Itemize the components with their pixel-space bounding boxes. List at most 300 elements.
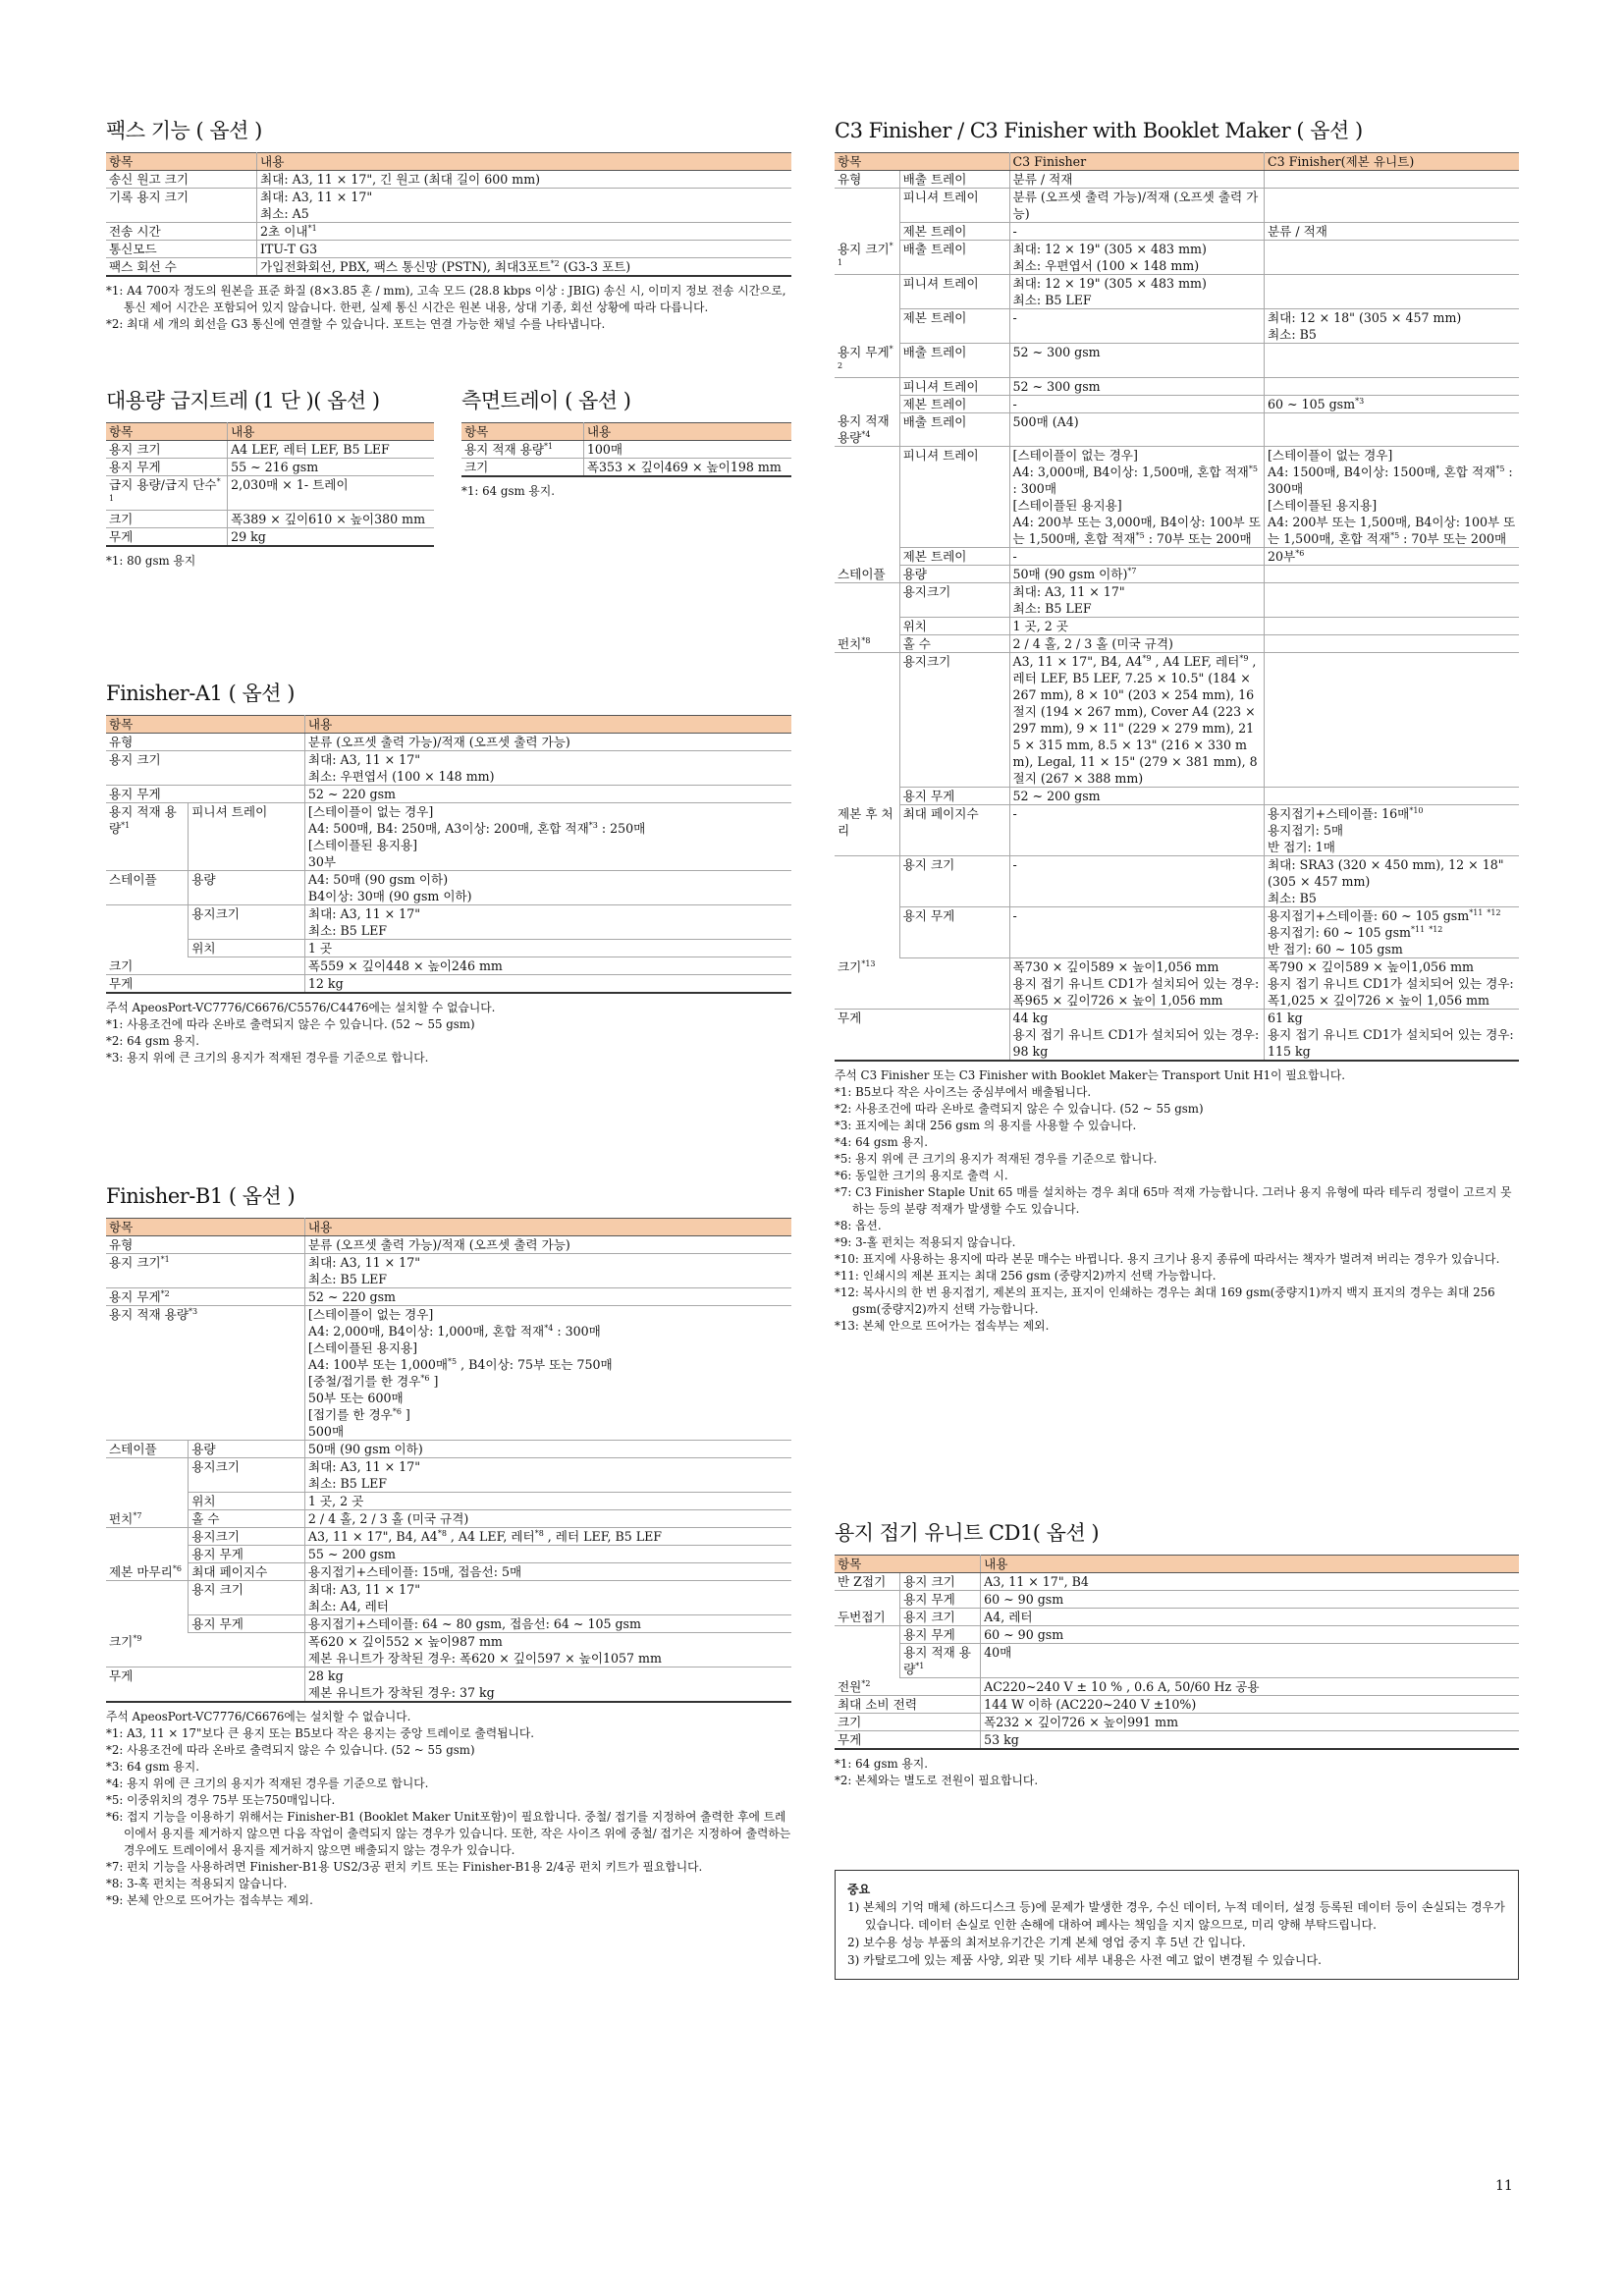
table-cell: 1 곳, 2 곳 (1009, 618, 1264, 635)
table-cell: 최대: 12 × 19" (305 × 483 mm) 최소: 우편엽서 (100 × 148 mm) (1009, 241, 1264, 275)
table-row (106, 1546, 791, 1563)
hcf-notes (106, 553, 434, 570)
table-cell: 2,030매 × 1- 트레이 (228, 476, 434, 511)
table-cell (1265, 377, 1520, 395)
table-row (835, 1626, 1519, 1644)
table-cell: 용지 무게 (900, 1591, 981, 1609)
footnote: *12: 복사시의 한 번 용지접기, 제본의 표지는, 표지이 인쇄하는 경우는 최대 169 gsm(중량지1)까지 백지 표지의 경우는 최대 256 gsm(중량지2)까지 선택 가능합니다. (835, 1285, 1495, 1316)
footnote: *2: 사용조건에 따라 온바로 출력되지 않은 수 있습니다. (52 ~ 55 gsm) (835, 1102, 1204, 1116)
table-cell: 용지 적재 용량$^{*1}$ (106, 803, 189, 871)
table-row (835, 856, 1519, 907)
table-cell: 용지 크기 (189, 1581, 305, 1615)
table-row (835, 1609, 1519, 1626)
footnote: *6: 동일한 크기의 용지로 출력 시. (835, 1169, 1008, 1182)
table-row (106, 511, 434, 528)
footnote: *1: B5보다 작은 사이즈는 중심부에서 배출됩니다. (835, 1085, 1092, 1099)
table-cell (106, 905, 189, 940)
table-cell: A3, 11 × 17", B4, A4$^{*9}$ , A4 LEF, 레터$^{*9}$ , 레터 LEF, B5 LEF, 7.25 × 10.5" (184 × 267 mm), 8 × 10" (203 × 254 mm), 16절지 (194 × 267 mm), Cover A4 (223 × 297 mm), 9 × 11" (229 × 279 mm), 215 × 315 mm, 8.5 × 13" (216 × 330 mm), Legal, 11 × 15" (279 × 381 mm), 8절지 (267 × 388 mm) (1009, 653, 1264, 788)
table-row (106, 1306, 791, 1441)
table-cell (106, 1546, 189, 1563)
table-cell: 무게 (835, 1010, 1009, 1062)
table-cell: 배출 트레이 (899, 241, 1009, 275)
footnote: *13: 본체 안으로 뜨어가는 접속부는 제외. (835, 1319, 1050, 1333)
table-cell: 용지 크기 (106, 751, 304, 786)
table-cell: 크기 (106, 957, 304, 975)
table-row (106, 241, 791, 258)
header-cell: 항목 (106, 1219, 304, 1236)
table-cell: 유형 (106, 1236, 304, 1254)
table-cell: 용지 무게 (106, 786, 304, 803)
table-row (461, 459, 791, 477)
table-cell: 무게 (106, 975, 304, 994)
footnote: *1: 사용조건에 따라 온바로 출력되지 않은 수 있습니다. (52 ~ 55 gsm) (106, 1017, 475, 1031)
table-cell: 1 곳, 2 곳 (304, 1493, 791, 1510)
important-item: 1) 본체의 기억 매체 (하드디스크 등)에 문제가 발생한 경우, 수신 데이터, 누적 데이터, 설정 등록된 데이터 등이 손실되는 경우가 있습니다. 데이터 손실로 인한 손해에 대하여 폐사는 책임을 지지 않으므로, 미리 양해 부탁드립니다. (847, 1900, 1505, 1932)
table-cell (106, 1615, 189, 1633)
header-cell: 내용 (304, 1219, 791, 1236)
header-cell: 내용 (304, 716, 791, 734)
table-cell: 스테이플 (835, 566, 899, 583)
table-cell: 기록 용지 크기 (106, 189, 257, 223)
table-cell: 50매 (90 gsm 이하)$^{*7}$ (1009, 566, 1264, 583)
footnote: *3: 64 gsm 용지. (106, 1760, 199, 1774)
table-cell: 배출 트레이 (899, 344, 1009, 378)
table-cell: 홀 수 (899, 635, 1009, 653)
table-cell (1265, 344, 1520, 378)
footnote: *7: 펀치 기능을 사용하려면 Finisher-B1용 US2/3공 펀치 키트 또는 Finisher-B1용 2/4공 펀치 키트가 필요합니다. (106, 1860, 703, 1874)
cd1-title: 용지 접기 유니트 CD1( 옵션 ) (835, 1521, 1100, 1545)
table-cell: 61 kg 용지 접기 유니트 CD1가 설치되어 있는 경우: 115 kg (1265, 1010, 1520, 1062)
table-cell: 펀치$^{*8}$ (835, 635, 899, 653)
table-cell: 폭730 × 깊이589 × 높이1,056 mm 용지 접기 유니트 CD1가 설치되어 있는 경우: 폭965 × 깊이726 × 높이 1,056 mm (1009, 958, 1264, 1010)
finisher-b1-section (106, 1180, 791, 1909)
table-cell: 제본 트레이 (899, 395, 1009, 412)
table-cell (835, 583, 899, 618)
table-cell: 55 ~ 200 gsm (304, 1546, 791, 1563)
footnote: *9: 3-홀 펀치는 적용되지 않습니다. (835, 1235, 1016, 1249)
table-cell: 급지 용량/급지 단수$^{*1}$ (106, 476, 228, 511)
table-cell: 53 kg (981, 1731, 1519, 1750)
table-cell: A3, 11 × 17", B4, A4$^{*8}$ , A4 LEF, 레터$^{*8}$ , 레터 LEF, B5 LEF (304, 1528, 791, 1546)
table-row (106, 1458, 791, 1493)
c3-finisher-title: C3 Finisher / C3 Finisher with Booklet Maker ( 옵션 ) (835, 119, 1363, 142)
cd1-table (835, 1555, 1519, 1750)
table-cell: 유형 (106, 734, 304, 751)
table-cell: AC220~240 V ± 10 % , 0.6 A, 50/60 Hz 공용 (981, 1678, 1519, 1696)
table-row (106, 1441, 791, 1458)
table-row (835, 223, 1519, 241)
table-cell (835, 653, 899, 788)
table-cell: 용지 무게$^{*2}$ (835, 344, 899, 378)
table-cell: A4: 50매 (90 gsm 이하) B4이상: 30매 (90 gsm 이하) (304, 871, 791, 905)
table-cell: 60 ~ 105 gsm$^{*3}$ (1265, 395, 1520, 412)
table-header-row (106, 423, 434, 441)
table-cell: 60 ~ 90 gsm (981, 1591, 1519, 1609)
table-row (835, 805, 1519, 856)
table-cell: - (1009, 309, 1264, 344)
table-cell: 최대: 12 × 18" (305 × 457 mm) 최소: B5 (1265, 309, 1520, 344)
side-tray-notes (461, 483, 791, 500)
table-cell (1265, 241, 1520, 275)
table-cell: 제본 후 처리 (835, 805, 899, 856)
table-cell: 60 ~ 90 gsm (981, 1626, 1519, 1644)
table-cell: 분류 / 적재 (1009, 171, 1264, 189)
footnote: *6: 접지 기능을 이용하기 위해서는 Finisher-B1 (Booklet Maker Unit포함)이 필요합니다. 중철/ 접기를 지정하여 출력한 후에 트레이에서 용지를 제거하지 않으면 다음 작업이 출력되지 않는 경우가 있습니다. 또한, 작은 사이즈 위에 중철/ 접기은 지정하여 출력하는 경우에도 트레이에서 용지를 제거하지 않으면 배출되지 않는 경우가 있습니다. (106, 1810, 791, 1857)
table-cell: 1 곳 (304, 940, 791, 957)
footnote: 주석 ApeosPort-VC7776/C6676에는 설치할 수 없습니다. (106, 1710, 411, 1723)
table-cell: 52 ~ 220 gsm (304, 786, 791, 803)
table-cell: 피니셔 트레이 (899, 377, 1009, 395)
table-row (106, 1288, 791, 1306)
table-cell: 용지 크기 (106, 441, 228, 459)
table-cell: 크기 (106, 511, 228, 528)
table-cell (1265, 618, 1520, 635)
table-cell: 펀치$^{*7}$ (106, 1510, 189, 1528)
table-cell: 최대 소비 전력 (835, 1696, 981, 1714)
table-cell (835, 223, 899, 241)
table-cell (1265, 566, 1520, 583)
cd1-section (835, 1517, 1519, 1789)
table-cell (106, 1458, 189, 1493)
table-cell (835, 548, 899, 566)
table-row (835, 548, 1519, 566)
table-cell: 폭559 × 깊이448 × 높이246 mm (304, 957, 791, 975)
table-cell: 용지 무게 (189, 1615, 305, 1633)
table-cell: 2 / 4 홀, 2 / 3 홀 (미국 규격) (304, 1510, 791, 1528)
header-cell: 항목 (835, 1556, 981, 1573)
table-cell: A4 LEF, 레터 LEF, B5 LEF (228, 441, 434, 459)
table-cell: 500매 (A4) (1009, 412, 1264, 447)
cd1-notes (835, 1756, 1519, 1789)
table-row (106, 459, 434, 476)
footnote: *1: 64 gsm 용지. (461, 484, 555, 498)
table-cell: 용지크기 (189, 1458, 305, 1493)
table-cell: 용지접기+스테이플: 16매$^{*10}$ 용지접기: 5매 반 접기: 1매 (1265, 805, 1520, 856)
table-row (106, 803, 791, 871)
table-cell (835, 275, 899, 309)
table-cell: 무게 (106, 1667, 304, 1703)
table-cell (835, 189, 899, 223)
footnote: 주석 C3 Finisher 또는 C3 Finisher with Booklet Maker는 Transport Unit H1이 필요합니다. (835, 1068, 1346, 1082)
table-cell: 최대: A3, 11 × 17" 최소: B5 LEF (304, 1458, 791, 1493)
table-cell: 용지접기+스테이플: 60 ~ 105 gsm$^{*11}$ $^{*12}$ 용지접기: 60 ~ 105 gsm$^{*11}$ $^{*12}$ 반 접기: 60 ~ 105 gsm (1265, 907, 1520, 958)
table-row (106, 441, 434, 459)
table-cell: 용지접기+스테이플: 15매, 접음선: 5매 (304, 1563, 791, 1581)
table-cell: 용지 크기 (900, 1573, 981, 1591)
table-cell: 2 / 4 홀, 2 / 3 홀 (미국 규격) (1009, 635, 1264, 653)
table-row (835, 583, 1519, 618)
table-cell: 용지크기 (189, 1528, 305, 1546)
table-cell: - (1009, 805, 1264, 856)
footnote: *8: 3-혹 펀치는 적용되지 않습니다. (106, 1877, 288, 1890)
table-cell: 최대: A3, 11 × 17" 최소: A4, 레터 (304, 1581, 791, 1615)
table-cell: 스테이플 (106, 1441, 189, 1458)
table-row (835, 189, 1519, 223)
table-row (835, 653, 1519, 788)
finisher-a1-title: Finisher-A1 ( 옵션 ) (106, 682, 295, 705)
table-row (835, 618, 1519, 635)
hcf-title: 대용량 급지트레 (1 단 )( 옵션 ) (106, 389, 380, 412)
fax-notes (106, 283, 791, 333)
table-cell: 2초 이내$^{*1}$ (257, 223, 791, 241)
table-cell (1265, 583, 1520, 618)
table-row (835, 958, 1519, 1010)
hcf-section (106, 385, 434, 570)
table-row (835, 395, 1519, 412)
table-row (835, 1591, 1519, 1609)
footnote: *8: 옵션. (835, 1219, 882, 1232)
table-cell: 40매 (981, 1644, 1519, 1678)
table-cell: 통신모드 (106, 241, 257, 258)
fax-table (106, 152, 791, 277)
table-cell: 피니셔 트레이 (189, 803, 305, 871)
c3-finisher-table (835, 152, 1519, 1062)
table-cell: 최대 페이지수 (899, 805, 1009, 856)
table-row (835, 412, 1519, 447)
table-row (106, 1581, 791, 1615)
table-cell: A4, 레터 (981, 1609, 1519, 1626)
header-cell: 항목 (461, 423, 583, 441)
table-header-row (835, 153, 1519, 171)
table-cell: 용지접기+스테이플: 64 ~ 80 gsm, 접음선: 64 ~ 105 gsm (304, 1615, 791, 1633)
footnote: *1: 80 gsm 용지 (106, 554, 196, 568)
table-row (835, 1696, 1519, 1714)
table-cell: 29 kg (228, 528, 434, 547)
table-cell (835, 395, 899, 412)
table-cell: 스테이플 (106, 871, 189, 905)
table-cell: 용지 적재 용량$^{*1}$ (900, 1644, 981, 1678)
table-row (106, 1563, 791, 1581)
table-cell: - (1009, 395, 1264, 412)
table-row (461, 441, 791, 459)
fax-title: 팩스 기능 ( 옵션 ) (106, 119, 262, 142)
table-cell: 위치 (899, 618, 1009, 635)
footnote: *5: 용지 위에 큰 크기의 용지가 적재된 경우를 기준으로 합니다. (835, 1152, 1158, 1166)
table-row (106, 476, 434, 511)
table-row (835, 1573, 1519, 1591)
table-cell: 12 kg (304, 975, 791, 994)
table-cell: 폭353 × 깊이469 × 높이198 mm (583, 459, 791, 477)
table-cell: 제본 마무리$^{*6}$ (106, 1563, 189, 1581)
table-cell: 용량 (189, 1441, 305, 1458)
table-cell: 전송 시간 (106, 223, 257, 241)
footnote: *4: 용지 위에 큰 크기의 용지가 적재된 경우를 기준으로 합니다. (106, 1777, 429, 1790)
table-cell: 분류 / 적재 (1265, 223, 1520, 241)
table-row (106, 957, 791, 975)
table-cell: 크기 (835, 1714, 981, 1731)
important-item: 2) 보수용 성능 부품의 최저보유기간은 기계 본체 영업 중지 후 5년 간 입니다. (847, 1936, 1246, 1949)
table-cell: [스테이플이 없는 경우] A4: 2,000매, B4이상: 1,000매, 혼합 적재$^{*4}$ : 300매 [스테이플된 용지용] A4: 100부 또는 1,000매$^{*5}$ , B4이상: 75부 또는 750매 [중철/접기를 한 경우$^{*6}$ ] 50부 또는 600매 [접기를 한 경우$^{*6}$ ] 500매 (304, 1306, 791, 1441)
header-cell: C3 Finisher(제본 유니트) (1265, 153, 1520, 171)
table-cell: 최대: A3, 11 × 17" 최소: B5 LEF (304, 905, 791, 940)
footnote: *2: 사용조건에 따라 온바로 출력되지 않은 수 있습니다. (52 ~ 55 gsm) (106, 1743, 475, 1757)
table-cell: 반 Z접기 (835, 1573, 900, 1591)
table-cell: 52 ~ 200 gsm (1009, 788, 1264, 805)
table-row (106, 871, 791, 905)
table-cell (106, 1581, 189, 1615)
finisher-b1-notes (106, 1709, 791, 1909)
table-header-row (461, 423, 791, 441)
table-cell: 가입전화회선, PBX, 팩스 통신망 (PSTN), 최대3포트$^{*2}$ (G3-3 포트) (257, 258, 791, 277)
footnote: *1: A3, 11 × 17"보다 큰 용지 또는 B5보다 작은 용지는 중앙 트레이로 출력됩니다. (106, 1726, 535, 1740)
table-cell: 50매 (90 gsm 이하) (304, 1441, 791, 1458)
table-row (106, 1236, 791, 1254)
table-cell: 100매 (583, 441, 791, 459)
table-cell (835, 1626, 900, 1644)
table-cell (835, 309, 899, 344)
table-row (106, 1633, 791, 1667)
table-row (106, 171, 791, 189)
table-cell: [스테이플이 없는 경우] A4: 1500매, B4이상: 1500매, 혼합 적재$^{*5}$ : 300매 [스테이플된 용지용] A4: 200부 또는 1,500매, B4이상: 100부 또는 1,500매, 혼합 적재$^{*5}$ : 70부 또는 200매 (1265, 447, 1520, 548)
table-cell: 홀 수 (189, 1510, 305, 1528)
table-row (106, 734, 791, 751)
footnote: *10: 표지에 사용하는 용지에 따라 본문 매수는 바뀝니다. 용지 크기나 용지 종류에 따라서는 책자가 벌려져 버리는 경우가 있습니다. (835, 1252, 1500, 1266)
table-cell: - (1009, 223, 1264, 241)
table-cell: 분류 (오프셋 출력 가능)/적재 (오프셋 출력 가능) (1009, 189, 1264, 223)
table-cell (835, 618, 899, 635)
table-cell: 최대: A3, 11 × 17" 최소: 우편엽서 (100 × 148 mm) (304, 751, 791, 786)
table-cell: 용지크기 (189, 905, 305, 940)
table-cell: 폭790 × 깊이589 × 높이1,056 mm 용지 접기 유니트 CD1가 설치되어 있는 경우: 폭1,025 × 깊이726 × 높이 1,056 mm (1265, 958, 1520, 1010)
table-row (835, 788, 1519, 805)
table-cell (106, 1528, 189, 1546)
footnote: *5: 이중위치의 경우 75부 또는750매입니다. (106, 1793, 336, 1807)
table-cell: 용지 적재 용량$^{*4}$ (835, 412, 899, 447)
table-cell: 제본 트레이 (899, 223, 1009, 241)
finisher-a1-notes (106, 1000, 791, 1066)
table-row (106, 1667, 791, 1703)
table-cell: 크기 (461, 459, 583, 477)
footnote: 주석 ApeosPort-VC7776/C6676/C5576/C4476에는 설치할 수 없습니다. (106, 1001, 496, 1014)
table-row (106, 528, 434, 547)
c3-finisher-notes (835, 1067, 1519, 1335)
table-row (835, 1644, 1519, 1678)
important-item: 3) 카탈로그에 있는 제품 사양, 외관 및 기타 세부 내용은 사전 예고 없이 변경될 수 있습니다. (847, 1953, 1322, 1967)
table-row (106, 975, 791, 994)
table-cell (835, 788, 899, 805)
table-cell (106, 1493, 189, 1510)
table-row (835, 566, 1519, 583)
table-cell: 유형 (835, 171, 899, 189)
table-row (106, 189, 791, 223)
table-cell: 용지 무게 (189, 1546, 305, 1563)
header-cell: 내용 (981, 1556, 1519, 1573)
table-cell: 크기$^{*13}$ (835, 958, 1009, 1010)
table-cell: - (1009, 907, 1264, 958)
header-cell: 항목 (106, 153, 257, 171)
table-cell (835, 856, 899, 907)
footnote: *7: C3 Finisher Staple Unit 65 매를 설치하는 경우 최대 65마 적재 가능합니다. 그러나 용지 유형에 따라 테두리 정렬이 고르지 못하는 등의 분량 적재가 발생할 수도 있습니다. (835, 1185, 1512, 1216)
table-cell (835, 907, 899, 958)
table-cell: 28 kg 제본 유니트가 장착된 경우: 37 kg (304, 1667, 791, 1703)
table-cell: 팩스 회선 수 (106, 258, 257, 277)
table-cell: 용지 무게 (900, 1626, 981, 1644)
table-cell: 최대: SRA3 (320 × 450 mm), 12 × 18" (305 × 457 mm) 최소: B5 (1265, 856, 1520, 907)
table-cell: 두번접기 (835, 1609, 900, 1626)
table-row (106, 940, 791, 957)
table-row (106, 1254, 791, 1288)
table-row (835, 344, 1519, 378)
table-cell: 용지 크기 (900, 1609, 981, 1626)
table-cell (1265, 275, 1520, 309)
table-row (835, 309, 1519, 344)
table-row (835, 1714, 1519, 1731)
header-cell: 내용 (257, 153, 791, 171)
table-cell (835, 1644, 900, 1678)
table-cell: 분류 (오프셋 출력 가능)/적재 (오프셋 출력 가능) (304, 734, 791, 751)
table-cell: [스테이플이 없는 경우] A4: 500매, B4: 250매, A3이상: 200매, 혼합 적재$^{*3}$ : 250매 [스테이플된 용지용] 30부 (304, 803, 791, 871)
header-cell: 항목 (106, 716, 304, 734)
table-cell: 제본 트레이 (899, 309, 1009, 344)
table-cell (835, 447, 899, 548)
header-cell: 항목 (835, 153, 1009, 171)
finisher-a1-table (106, 715, 791, 994)
footnote: *1: A4 700자 정도의 원본을 표준 화질 (8×3.85 혼 / mm), 고속 모드 (28.8 kbps 이상 : JBIG) 송신 시, 이미지 정보 전송 시간으로, 통신 제어 시간은 포함되어 있지 않습니다. 한편, 실제 통신 시간은 원본 내용, 상대 기종, 회선 상황에 따라 다릅니다. (106, 284, 786, 314)
table-cell (1265, 788, 1520, 805)
table-row (106, 1510, 791, 1528)
table-row (835, 1678, 1519, 1696)
table-row (106, 258, 791, 277)
table-cell (1265, 171, 1520, 189)
table-cell: 용량 (899, 566, 1009, 583)
table-cell (835, 1591, 900, 1609)
table-cell: 무게 (835, 1731, 981, 1750)
table-cell: 배출 트레이 (899, 412, 1009, 447)
table-row (106, 1528, 791, 1546)
table-row (835, 907, 1519, 958)
hcf-table (106, 422, 434, 547)
header-cell: 내용 (228, 423, 434, 441)
table-header-row (106, 716, 791, 734)
table-row (835, 635, 1519, 653)
table-cell: 20부$^{*6}$ (1265, 548, 1520, 566)
table-row (106, 905, 791, 940)
table-cell: 최대: A3, 11 × 17" 최소: B5 LEF (1009, 583, 1264, 618)
table-cell: 피니셔 트레이 (899, 447, 1009, 548)
table-cell: 최대 페이지수 (189, 1563, 305, 1581)
table-cell: - (1009, 548, 1264, 566)
table-cell: 제본 트레이 (899, 548, 1009, 566)
table-cell: 최대: A3, 11 × 17" 최소: B5 LEF (304, 1254, 791, 1288)
table-cell: 크기$^{*9}$ (106, 1633, 304, 1667)
table-cell: 용지 적재 용량$^{*3}$ (106, 1306, 304, 1441)
table-cell (1265, 653, 1520, 788)
finisher-b1-table (106, 1218, 791, 1703)
table-cell: 배출 트레이 (899, 171, 1009, 189)
table-cell (835, 377, 899, 395)
table-row (835, 275, 1519, 309)
table-cell: 용량 (189, 871, 305, 905)
table-cell: 52 ~ 300 gsm (1009, 377, 1264, 395)
table-cell: 55 ~ 216 gsm (228, 459, 434, 476)
table-cell: 용지크기 (899, 583, 1009, 618)
table-cell: 52 ~ 300 gsm (1009, 344, 1264, 378)
table-row (106, 1493, 791, 1510)
side-tray-title: 측면트레이 ( 옵션 ) (461, 389, 631, 412)
table-cell: 폭620 × 깊이552 × 높이987 mm 제본 유니트가 장착된 경우: 폭620 × 깊이597 × 높이1057 mm (304, 1633, 791, 1667)
table-cell: 전원$^{*2}$ (835, 1678, 981, 1696)
c3-finisher-section (835, 115, 1519, 1335)
table-cell: 용지 무게 (899, 788, 1009, 805)
table-row (835, 1010, 1519, 1062)
footnote: *2: 64 gsm 용지. (106, 1034, 199, 1048)
header-cell: 내용 (583, 423, 791, 441)
table-cell (1265, 412, 1520, 447)
table-cell: 용지 무게 (899, 907, 1009, 958)
finisher-b1-title: Finisher-B1 ( 옵션 ) (106, 1184, 296, 1208)
table-row (835, 377, 1519, 395)
table-cell: 용지 크기$^{*1}$ (835, 241, 899, 275)
